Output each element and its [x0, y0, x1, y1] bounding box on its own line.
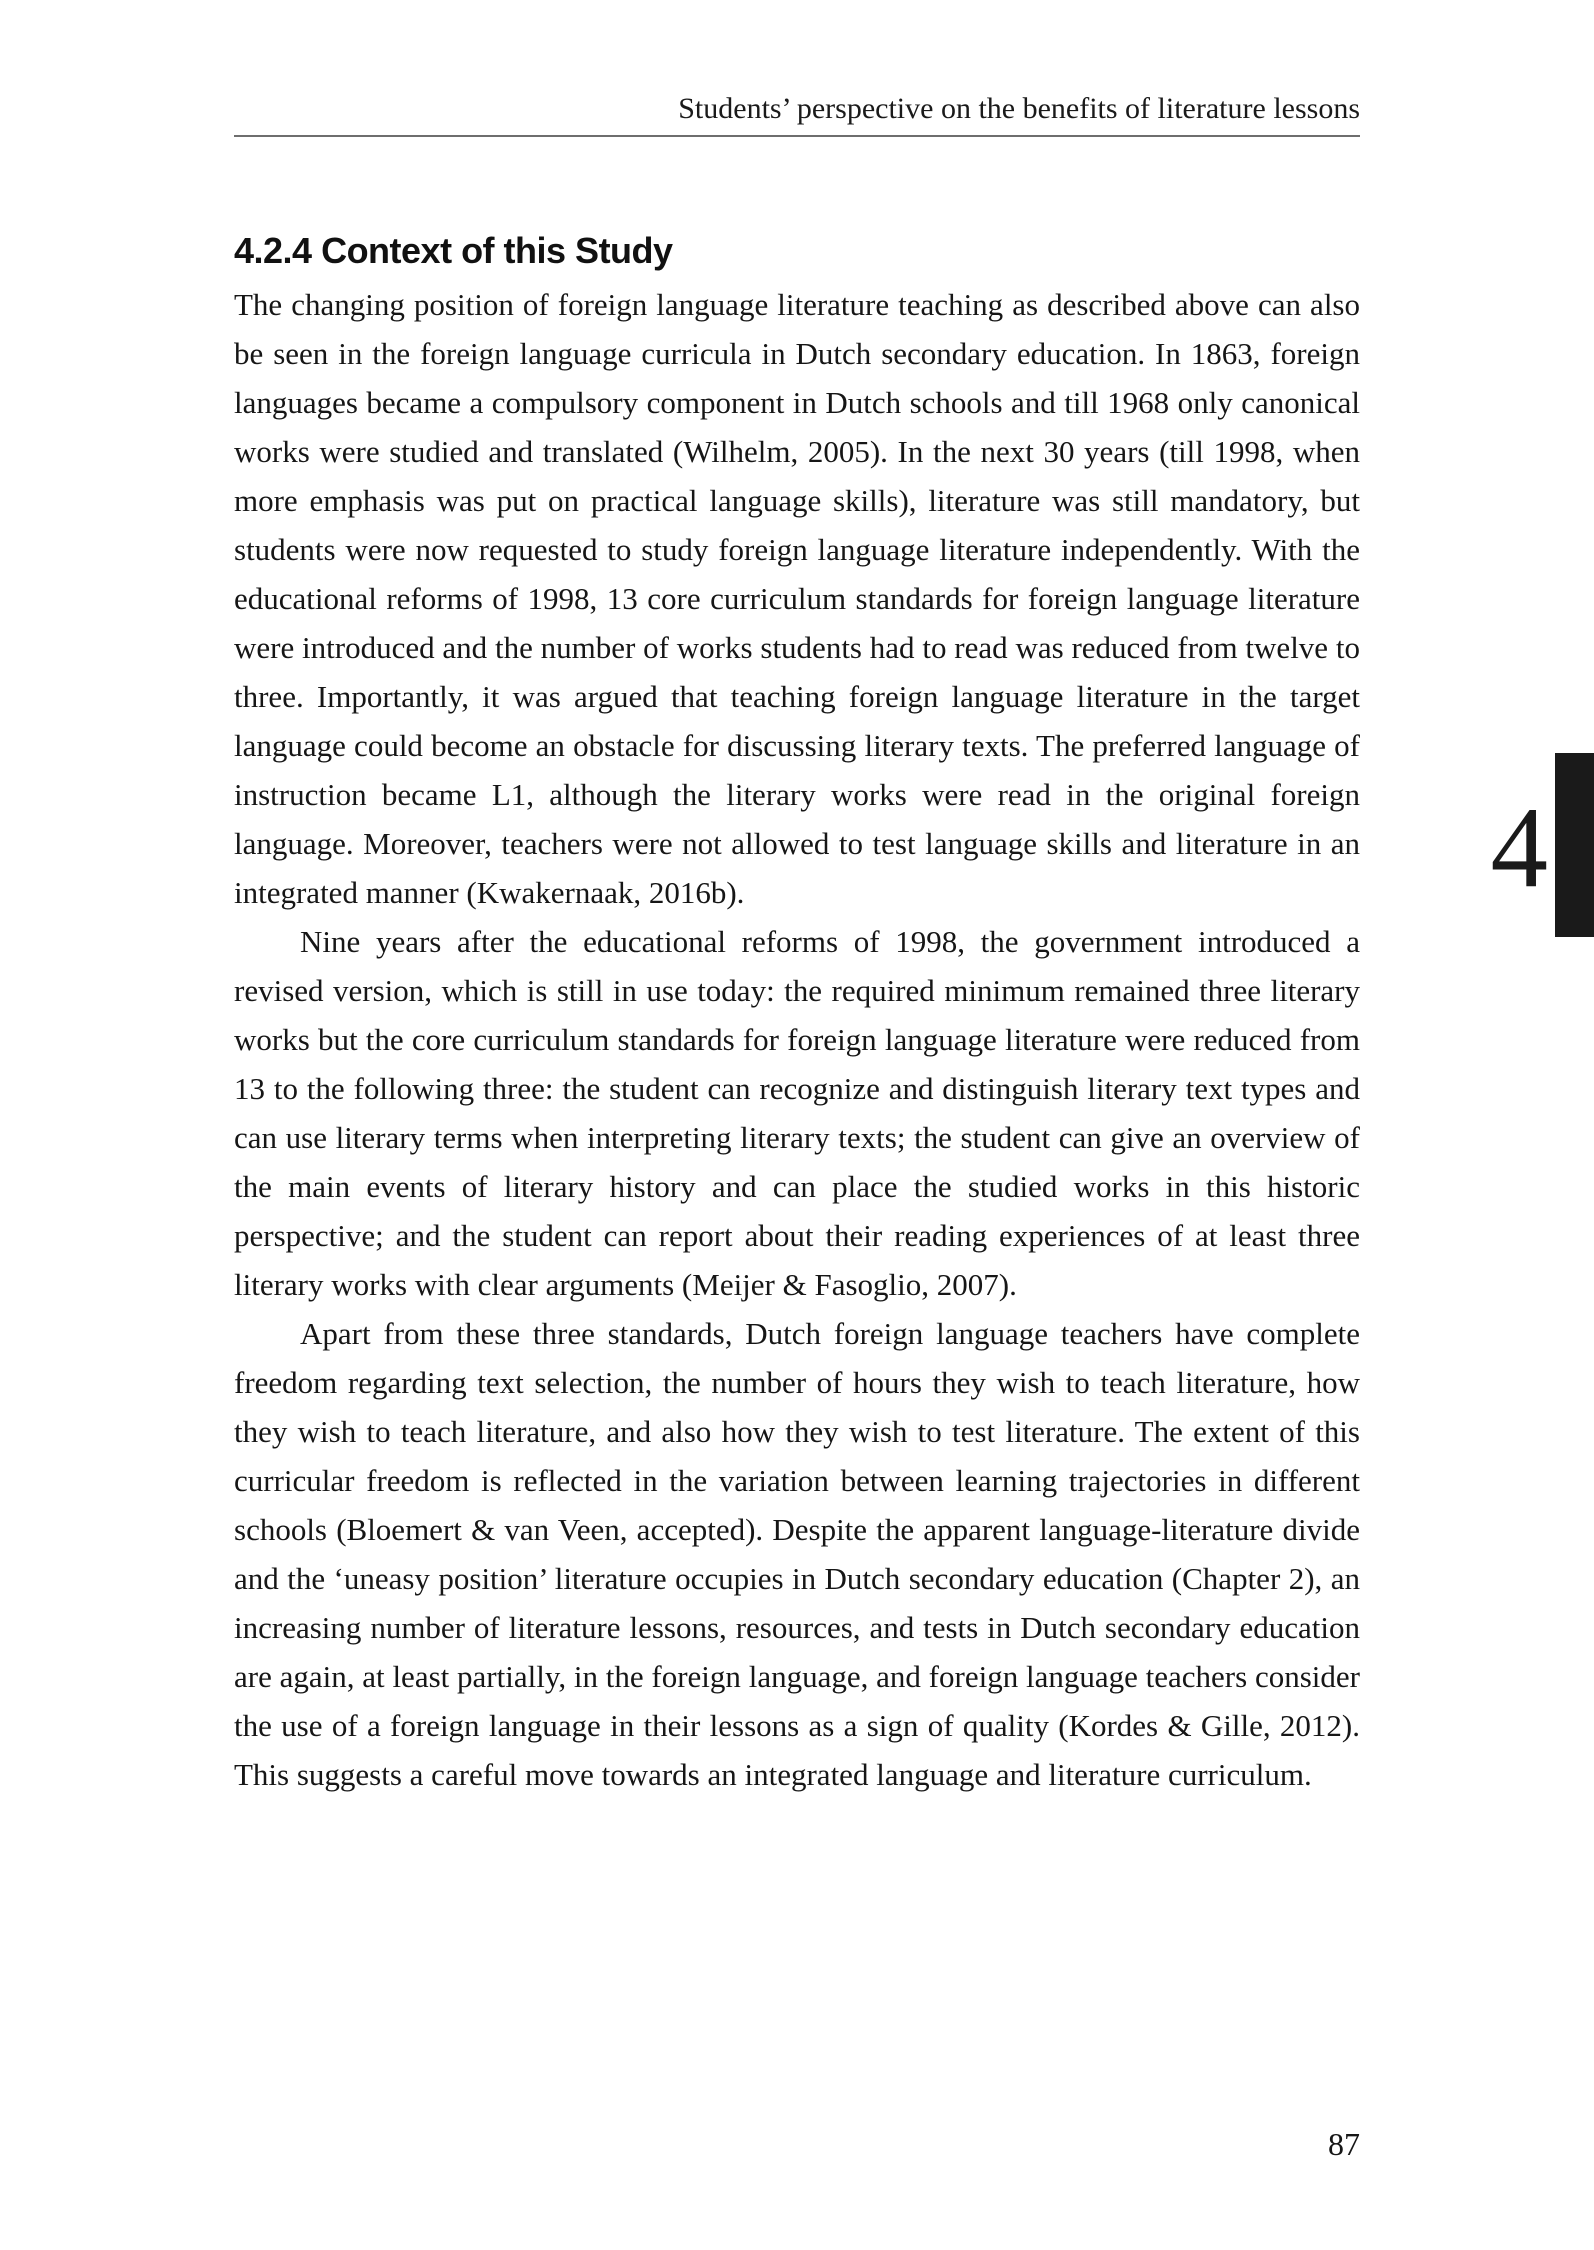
chapter-number: 4 — [1490, 784, 1548, 911]
section-heading: 4.2.4 Context of this Study — [234, 230, 673, 271]
header-rule — [234, 135, 1360, 137]
paragraph-2: Nine years after the educational reforms of 1998, the government introduced a revised version, which is still in use today: the required minimum remained three literary works but the core curriculum standards for foreign language literature were reduced from 13 to the following three: the student can recognize and distinguish literary text types and can use literary terms when interpreting literary texts; the student can give an overview of the main events of literary history and can place the studied works in this historic perspective; and the student can report about their reading experiences of at least three literary works with clear arguments (Meijer & Fasoglio, 2007). — [234, 924, 1360, 1302]
main-text-column — [234, 230, 1360, 1799]
page-number: 87 — [1328, 2126, 1360, 2162]
chapter-tab-bar — [1555, 753, 1594, 937]
running-title: Students’ perspective on the benefits of literature lessons — [678, 92, 1360, 125]
paragraph-3: Apart from these three standards, Dutch foreign language teachers have complete freedom regarding text selection, the number of hours they wish to teach literature, how they wish to teach literature, and also how they wish to test literature. The extent of this curricular freedom is reflected in the variation between learning trajectories in different schools (Bloemert & van Veen, accepted). Despite the apparent language-literature divide and the ‘uneasy position’ literature occupies in Dutch secondary education (Chapter 2), an increasing number of literature lessons, resources, and tests in Dutch secondary education are again, at least partially, in the foreign language, and foreign language teachers consider the use of a foreign language in their lessons as a sign of quality (Kordes & Gille, 2012). This suggests a careful move towards an integrated language and literature curriculum. — [234, 1316, 1360, 1792]
paragraph-1: The changing position of foreign language literature teaching as described above can also be seen in the foreign language curricula in Dutch secondary education. In 1863, foreign languages became a compulsory component in Dutch schools and till 1968 only canonical works were studied and translated (Wilhelm, 2005). In the next 30 years (till 1998, when more emphasis was put on practical language skills), literature was still mandatory, but students were now requested to study foreign language literature independently. With the educational reforms of 1998, 13 core curriculum standards for foreign language literature were introduced and the number of works students had to read was reduced from twelve to three. Importantly, it was argued that teaching foreign language literature in the target language could become an obstacle for discussing literary texts. The preferred language of instruction became L1, although the literary works were read in the original foreign language. Moreover, teachers were not allowed to test language skills and literature in an integrated manner (Kwakernaak, 2016b). — [234, 287, 1360, 910]
